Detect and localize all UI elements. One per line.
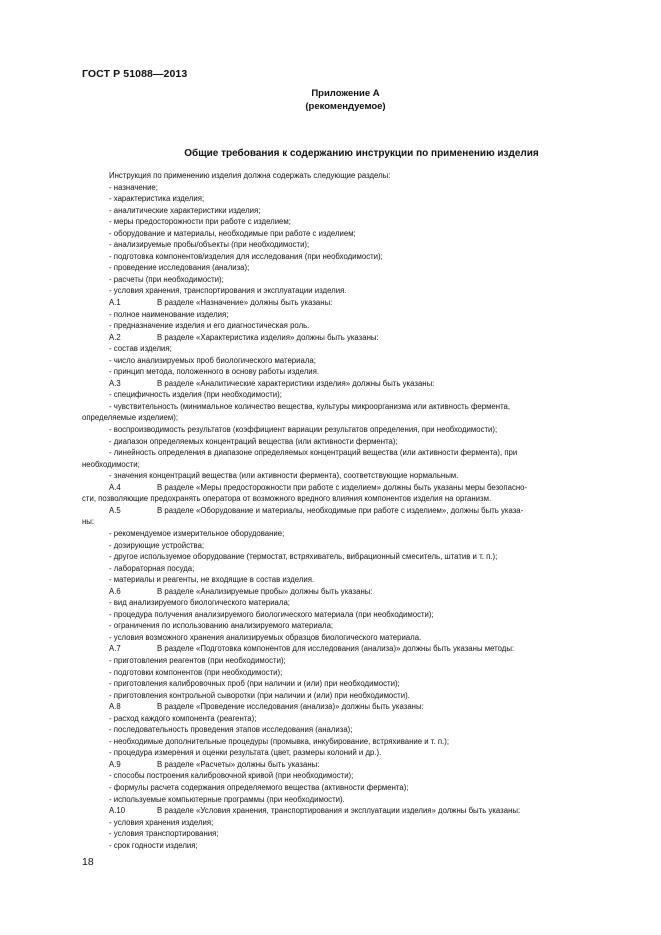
section-paragraph [82, 701, 608, 713]
list-item: - условия возможного хранения анализируемых образцов биологического материала. [109, 632, 422, 642]
text-line: Инструкция по применению изделия должна содержать следующие разделы: [109, 171, 391, 180]
section-text: В разделе «Аналитические характеристики изделия» должны быть указаны: [157, 378, 435, 388]
section-number: А.5 [109, 505, 121, 515]
section-paragraph [82, 297, 608, 309]
list-item: - приготовления калибровочных проб (при наличии и (или) при необходимости); [109, 679, 400, 689]
section-paragraph [82, 378, 608, 390]
section-text: В разделе «Проведение исследования (анализа)» должны быть указаны: [157, 702, 424, 712]
section-number: А.4 [109, 482, 121, 492]
annex-subtitle: (рекомендуемое) [305, 100, 386, 112]
section-number: А.2 [109, 332, 121, 342]
list-item: - аналитические характеристики изделия; [109, 205, 261, 215]
list-item: - способы построения калибровочной кривой (при необходимости); [109, 771, 354, 781]
text-line: сти, позволяющие предохранять оператора от возможного вредного влияния компонентов изделия на организм. [82, 494, 492, 504]
list-item: - условия транспортирования; [109, 829, 219, 839]
list-item: - состав изделия; [109, 344, 172, 354]
list-item: - другое используемое оборудование (термостат, встряхиватель, вибрационный смеситель, штатив и т. п.); [109, 552, 498, 562]
list-item: - значения концентраций вещества (или активности фермента), соответствующие нормальным. [109, 471, 459, 481]
text-line: необходимости; [82, 459, 140, 469]
list-item: - вид анализируемого биологического материала; [109, 598, 290, 608]
list-item: - характеристика изделия; [109, 194, 205, 204]
section-text: В разделе «Характеристика изделия» должны быть указаны: [157, 332, 379, 342]
page-number: 18 [82, 856, 94, 868]
section-text: В разделе «Меры предосторожности при работе с изделием» должны быть указаны меры безопасно- [157, 482, 528, 492]
list-item: - принцип метода, положенного в основу работы изделия. [109, 367, 319, 377]
list-item: - приготовления контрольной сыворотки (при наличии и (или) при необходимости). [109, 690, 410, 700]
list-item: - число анализируемых проб биологического материала; [109, 355, 316, 365]
section-paragraph [82, 643, 608, 655]
standard-code: ГОСТ Р 51088—2013 [82, 68, 188, 80]
section-paragraph [82, 332, 608, 344]
section-paragraph [82, 482, 608, 494]
list-item: - последовательность проведения этапов исследования (анализа); [109, 725, 353, 735]
body-text [82, 170, 608, 851]
section-text: В разделе «Расчеты» должны быть указаны: [157, 759, 320, 769]
list-item: - диапазон определяемых концентраций вещества (или активности фермента); [109, 436, 398, 446]
section-text: В разделе «Подготовка компонентов для исследования (анализа)» должны быть указаны методы: [157, 644, 515, 654]
section-number: А.1 [109, 298, 121, 308]
section-text: В разделе «Назначение» должны быть указаны: [157, 298, 333, 308]
list-item: - предназначение изделия и его диагностическая роль. [109, 321, 310, 331]
list-item: - меры предосторожности при работе с изделием; [109, 217, 291, 227]
list-item: - материалы и реагенты, не входящие в состав изделия. [109, 575, 315, 585]
section-number: А.8 [109, 702, 121, 712]
list-item: - необходимые дополнительные процедуры (промывка, инкубирование, встряхивание и т. п.); [109, 736, 449, 746]
list-item: - воспроизводимость результатов (коэффициент вариации результатов определения, при необходимости); [109, 425, 498, 435]
list-item: - срок годности изделия; [109, 840, 198, 850]
section-number: А.10 [109, 806, 126, 816]
section-heading [0, 148, 661, 159]
list-item: - используемые компьютерные программы (при необходимости). [109, 794, 345, 804]
list-item: - лабораторная посуда; [109, 563, 195, 573]
section-paragraph [82, 759, 608, 771]
list-item: - дозирующие устройства; [109, 540, 205, 550]
list-item: - подготовка компонентов/изделия для исследования (при необходимости); [109, 251, 383, 261]
list-item: - условия хранения изделия; [109, 817, 214, 827]
list-item: - чувствительность (минимальное количество вещества, культуры микроорганизма или активность фермента, [109, 401, 511, 411]
list-item: - специфичность изделия (при необходимости); [109, 390, 282, 400]
list-item: - линейность определения в диапазоне определяемых концентраций вещества (или активности фермента), при [109, 448, 518, 458]
list-item: - рекомендуемое измерительное оборудование; [109, 528, 285, 538]
list-item: - полное наименование изделия; [109, 309, 229, 319]
section-paragraph [82, 505, 608, 517]
list-item: - оборудование и материалы, необходимые при работе с изделием; [109, 228, 356, 238]
list-item: - ограничения по использованию анализируемого материала; [109, 621, 334, 631]
section-paragraph [82, 805, 608, 817]
section-text: В разделе «Анализируемые пробы» должны быть указаны: [157, 586, 373, 596]
section-text: В разделе «Условия хранения, транспортирования и эксплуатации изделия» должны быть указаны: [157, 806, 521, 816]
annex-title-block [0, 88, 661, 113]
text-line: ны: [82, 517, 95, 527]
section-number: А.9 [109, 759, 121, 769]
list-item: - проведение исследования (анализа); [109, 263, 250, 273]
list-item: - формулы расчета содержания определяемого вещества (активности фермента); [109, 782, 409, 792]
list-item: - назначение; [109, 182, 158, 192]
section-number: А.7 [109, 644, 121, 654]
annex-title: Приложение А [311, 88, 380, 99]
list-item: - процедура измерения и оценки результата (цвет, размеры колоний и др.). [109, 748, 382, 758]
list-item: - процедура получения анализируемого биологического материала (при необходимости); [109, 609, 434, 619]
section-paragraph [82, 586, 608, 598]
section-number: А.3 [109, 378, 121, 388]
section-text: В разделе «Оборудование и материалы, необходимые при работе с изделием», должны быть указа- [157, 505, 524, 515]
list-item: - расход каждого компонента (реагента); [109, 713, 257, 723]
section-heading-text: Общие требования к содержанию инструкции по применению изделия [184, 148, 539, 159]
list-item: - расчеты (при необходимости); [109, 274, 224, 284]
list-item: - подготовки компонентов (при необходимости); [109, 667, 283, 677]
section-number: А.6 [109, 586, 121, 596]
list-item: - условия хранения, транспортирования и эксплуатации изделия. [109, 286, 347, 296]
list-item: - приготовления реагентов (при необходимости); [109, 655, 286, 665]
text-line: определяемые изделием); [82, 413, 179, 423]
list-item: - анализируемые пробы/объекты (при необходимости); [109, 240, 310, 250]
